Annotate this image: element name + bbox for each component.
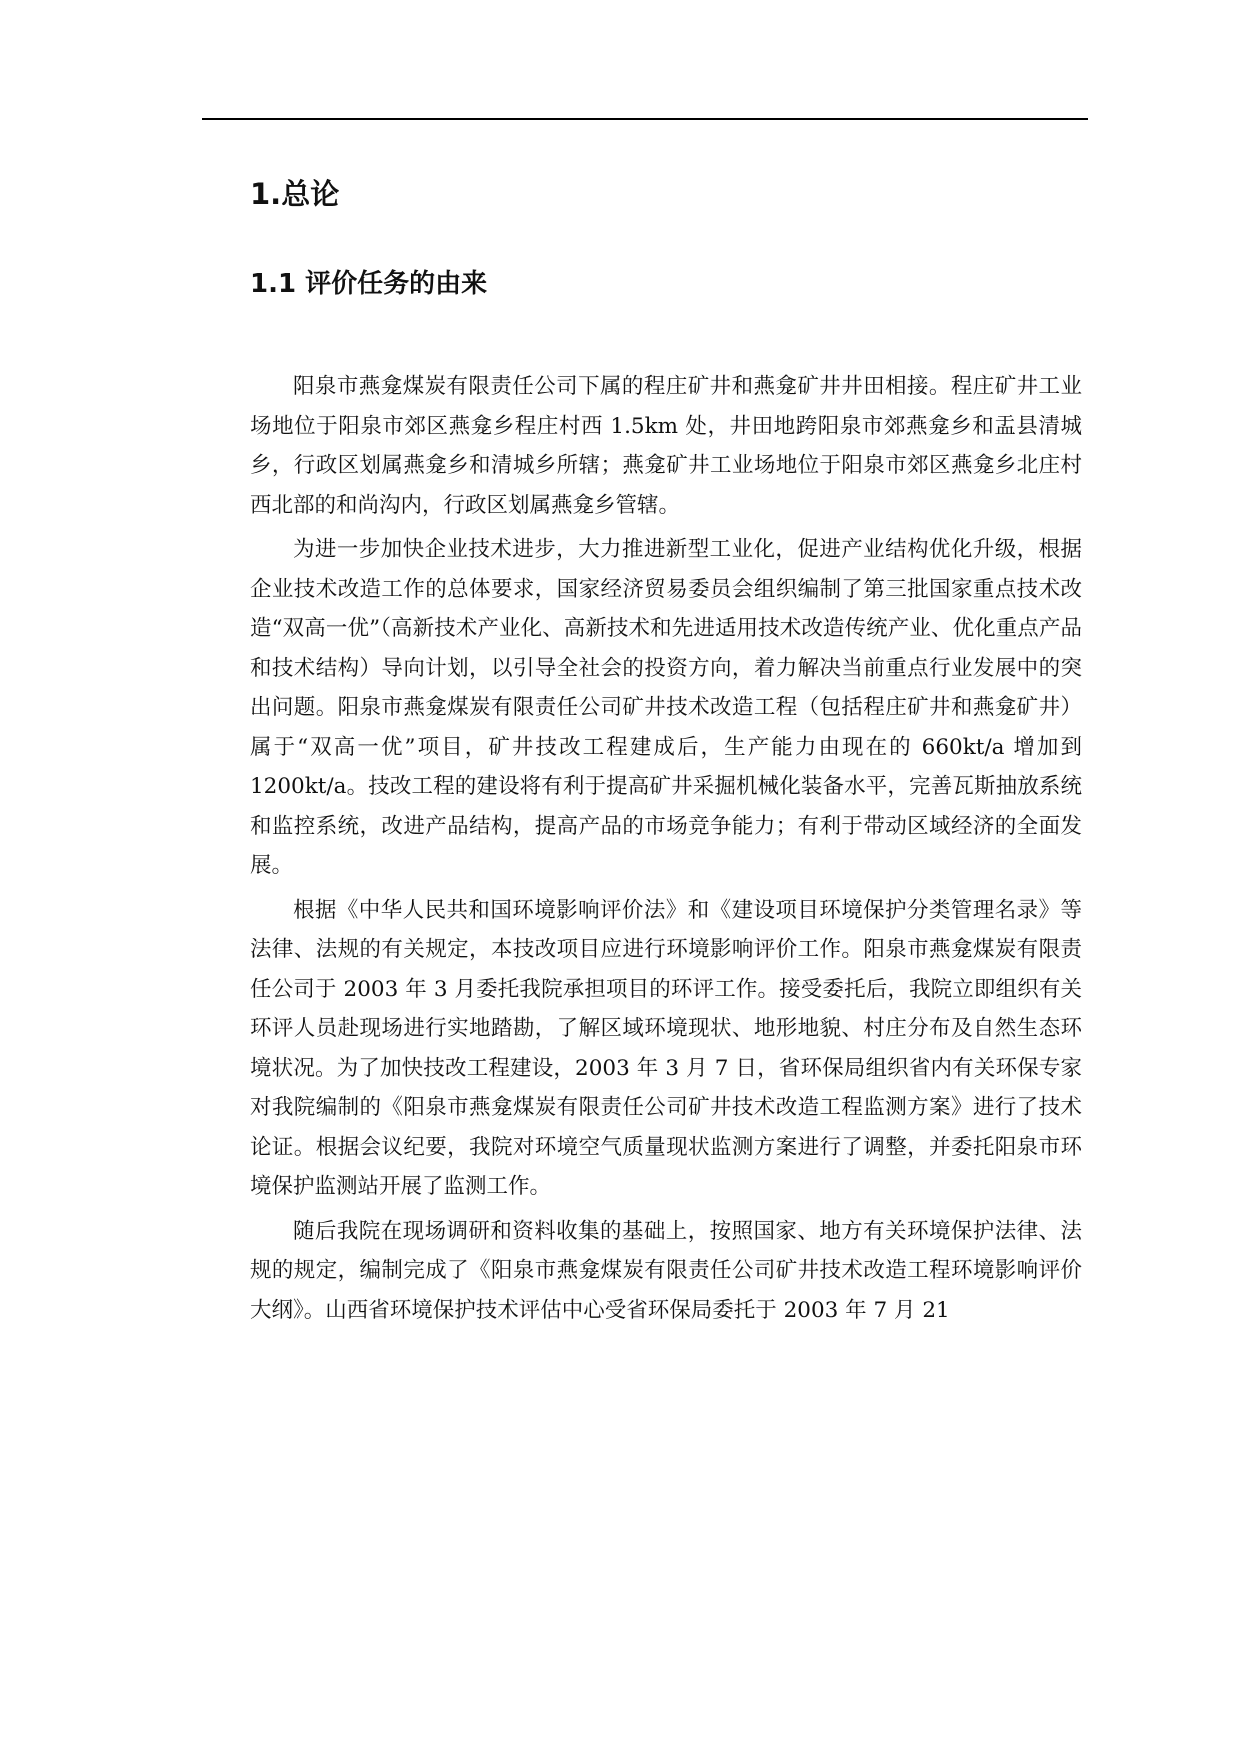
paragraph-3: 根据《中华人民共和国环境影响评价法》和《建设项目环境保护分类管理名录》等法律、法规的有关规定，本技改项目应进行环境影响评价工作。阳泉市燕龛煤炭有限责任公司于 2003 年 3 月委托我院承担项目的环评工作。接受委托后，我院立即组织有关环评人员赴现场进行实地踏勘，了解区域环境现状、地形地貌、村庄分布及自然生态环境状况。为了加快技改工程建设，2003 年 3 月 7 日，省环保局组织省内有关环保专家对我院编制的《阳泉市燕龛煤炭有限责任公司矿井技术改造工程监测方案》进行了技术论证。根据会议纪要，我院对环境空气质量现状监测方案进行了调整，并委托阳泉市环境保护监测站开展了监测工作。 [250,897,1082,1199]
section-title: 1.1 评价任务的由来 [250,269,488,299]
header-rule [202,118,1088,120]
body-text [250,367,1082,1330]
chapter-title: 1.总论 [250,177,340,211]
paragraph-2: 为进一步加快企业技术进步，大力推进新型工业化，促进产业结构优化升级，根据企业技术改造工作的总体要求，国家经济贸易委员会组织编制了第三批国家重点技术改造“双高一优”（高新技术产业化、高新技术和先进适用技术改造传统产业、优化重点产品和技术结构）导向计划，以引导全社会的投资方向，着力解决当前重点行业发展中的突出问题。阳泉市燕龛煤炭有限责任公司矿井技术改造工程（包括程庄矿井和燕龛矿井）属于“双高一优”项目，矿井技改工程建成后，生产能力由现在的 660kt/a 增加到 1200kt/a。技改工程的建设将有利于提高矿井采掘机械化装备水平，完善瓦斯抽放系统和监控系统，改进产品结构，提高产品的市场竞争能力；有利于带动区域经济的全面发展。 [250,537,1082,878]
paragraph-1: 阳泉市燕龛煤炭有限责任公司下属的程庄矿井和燕龛矿井井田相接。程庄矿井工业场地位于阳泉市郊区燕龛乡程庄村西 1.5km 处，井田地跨阳泉市郊燕龛乡和盂县清城乡，行政区划属燕龛乡和清城乡所辖；燕龛矿井工业场地位于阳泉市郊区燕龛乡北庄村西北部的和尚沟内，行政区划属燕龛乡管辖。 [250,374,1082,518]
page-content [250,168,1082,1330]
paragraph-4: 随后我院在现场调研和资料收集的基础上，按照国家、地方有关环境保护法律、法规的规定，编制完成了《阳泉市燕龛煤炭有限责任公司矿井技术改造工程环境影响评价大纲》。山西省环境保护技术评估中心受省环保局委托于 2003 年 7 月 21 [250,1218,1082,1323]
